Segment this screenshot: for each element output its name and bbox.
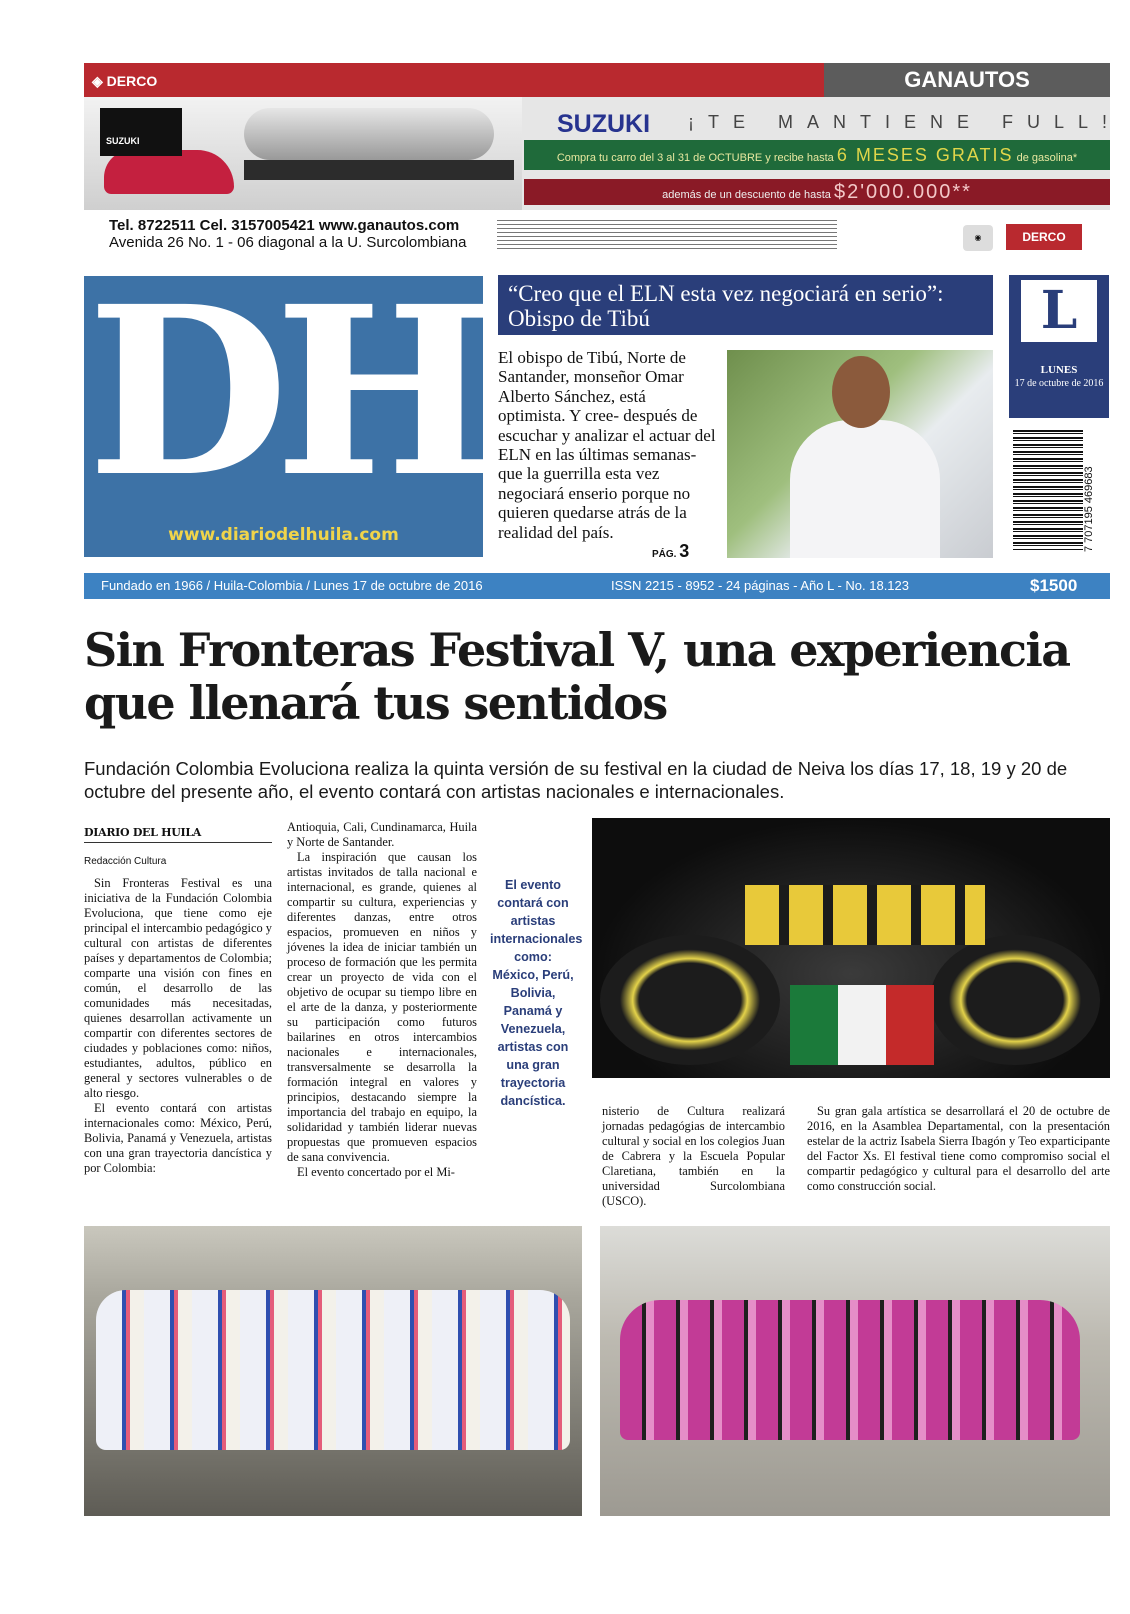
bishop-figure [790, 420, 940, 558]
edition-day: LUNES [1040, 364, 1078, 376]
ad-discount-band: además de un descuento de hasta $2'000.000** [524, 179, 1110, 205]
skirt-left-image [600, 935, 780, 1065]
main-deck: Fundación Colombia Evoluciona realiza la quinta versión de su festival en la ciudad de Neiva los días 17, 18, 19 y 20 de octubre del presente año, el evento contará con artistas nacionales e internacionales. [84, 758, 1068, 802]
article-column-4 [807, 1104, 1110, 1194]
main-headline[interactable]: Sin Fronteras Festival V, una experiencia que llenará tus sentidos [84, 623, 1070, 730]
ad-promo-band: Compra tu carro del 3 al 31 de OCTUBRE y recibe hasta 6 MESES GRATIS de gasolina* [524, 140, 1110, 170]
ad-partner-logo: ◉ [963, 225, 993, 251]
mexican-flag-green [790, 985, 838, 1065]
pink-costumes-image [620, 1300, 1080, 1440]
suzuki-logo: SUZUKI [100, 108, 182, 156]
barcode [1013, 430, 1083, 550]
article-column-3 [602, 1104, 785, 1209]
paragraph: La inspiración que causan los artistas invitados de talla nacional e internacional, es grande, quienes al compartir su cultura, experiencias y diferentes danzas, entre otros espacios, promueven en niños y jóvenes la idea de iniciar también un proceso de formación que les permita crear un proyecto de vida con el objetivo de ocupar su tiempo libre en el arte de la danza, y posteriormente su participación como futuros bailarines en otros intercambios nacionales e internacionales, transversalmente se desarrolla la formación integral en valores y principios, destacando siempre la importancia del trabajo en equipo, la solidaridad y también liderar nuevas propuestas que promueven espacios de sana convivencia. [287, 850, 477, 1164]
ad-tagline: ¡TE MANTIENE FULL! [688, 112, 1122, 132]
info-founded: Fundado en 1966 / Huila-Colombia / Lunes 17 de octubre de 2016 [101, 578, 483, 593]
masthead-url[interactable]: www.diariodelhuila.com [168, 525, 399, 545]
article-column-1 [84, 876, 272, 1176]
ad-ganautos-title: GANAUTOS [824, 63, 1110, 97]
ad-phone: Tel. 8722511 Cel. 3157005421 www.ganautos.com [109, 217, 460, 234]
paragraph: Antioquia, Cali, Cundinamarca, Huila y Norte de Santander. [287, 820, 477, 849]
barcode-number: 7 707195 469683 [1083, 466, 1095, 552]
mexican-flag-white [838, 985, 886, 1065]
paragraph: El evento contará con artistas internacionales como: México, Perú, Bolivia, Panamá y Venezuela, artistas con una gran trayectoria dancística y por Colombia: [84, 1101, 272, 1175]
article-column-2 [287, 820, 477, 1180]
paragraph: Su gran gala artística se desarrollará el 20 de octubre de 2016, en la Asamblea Departamental, con la presentación estelar de la actriz Isabela Sierra Ibagón y Teo exparticipante del Factor Xs. El festival tiene como compromiso social el compartir pedagógico y cultural para el desarrollo del arte como construcción social. [807, 1104, 1110, 1193]
info-issn: ISSN 2215 - 8952 - 24 páginas - Año L - No. 18.123 [611, 578, 909, 593]
paragraph: Sin Fronteras Festival es una iniciativa de la Fundación Colombia Evoluciona, que tiene como eje principal el intercambio pedagógico y cultural con artistas de diferentes países y departamentos de Colombia; comparte una visión con fines en común, el desarrollo de las comunidades más necesitadas, quienes desarrollan activamente un compartir con diferentes sectores de ciudades y poblaciones como: niños, estudiantes, adultos, público en general y sectores vulnerables o de alto riesgo. [84, 876, 272, 1100]
ad-fine-print [497, 220, 837, 250]
pollera-dresses-image [96, 1290, 570, 1450]
paragraph: El evento concertado por el Mi- [297, 1165, 455, 1179]
mexican-flag-red [886, 985, 934, 1065]
ad-derco-logo: ◈ DERCO [92, 73, 158, 89]
teaser-page-ref[interactable]: PÁG. 3 [652, 541, 690, 561]
teaser-body: El obispo de Tibú, Norte de Santander, monseñor Omar Alberto Sánchez, está optimista. Y cree- después de escuchar y analizar el actuar del ELN en las últimas semanas- que la guerrilla esta vez negociará enserio porque no quieren quedarse atrás de la realidad del país. [498, 348, 716, 542]
edition-letter: L [1021, 280, 1097, 342]
bishop-head [832, 356, 890, 428]
car-image [104, 150, 234, 194]
pull-quote: El evento contará con artistas internacionales como: México, Perú, Bolivia, Panamá y Venezuela, artistas con una gran trayectoria dancística. [490, 878, 583, 1108]
suzuki-wordmark: SUZUKI [557, 110, 651, 138]
masthead-logo: DH [87, 255, 480, 528]
paragraph: nisterio de Cultura realizará jornadas pedagógias de intercambio cultural y social en los colegios Juan de Cabrera y la Escuela Popular Claretiana, también en la universidad Surcolombiana (USCO). [602, 1104, 785, 1208]
edition-date: 17 de octubre de 2016 [1014, 378, 1104, 389]
ad-derco-logo-small: DERCO [1006, 224, 1082, 250]
info-price: $1500 [1030, 576, 1078, 595]
dancers-image [745, 885, 985, 945]
teaser-headline[interactable]: “Creo que el ELN esta vez negociará en serio”: Obispo de Tibú [498, 275, 993, 335]
tanker-image [244, 108, 494, 160]
truck-chassis-image [244, 160, 514, 180]
ad-address: Avenida 26 No. 1 - 06 diagonal a la U. Surcolombiana [109, 234, 467, 251]
skirt-right-image [930, 935, 1100, 1065]
brand-credit: DIARIO DEL HUILA [84, 826, 202, 839]
byline-rule [84, 842, 272, 843]
byline: Redacción Cultura [84, 856, 167, 867]
